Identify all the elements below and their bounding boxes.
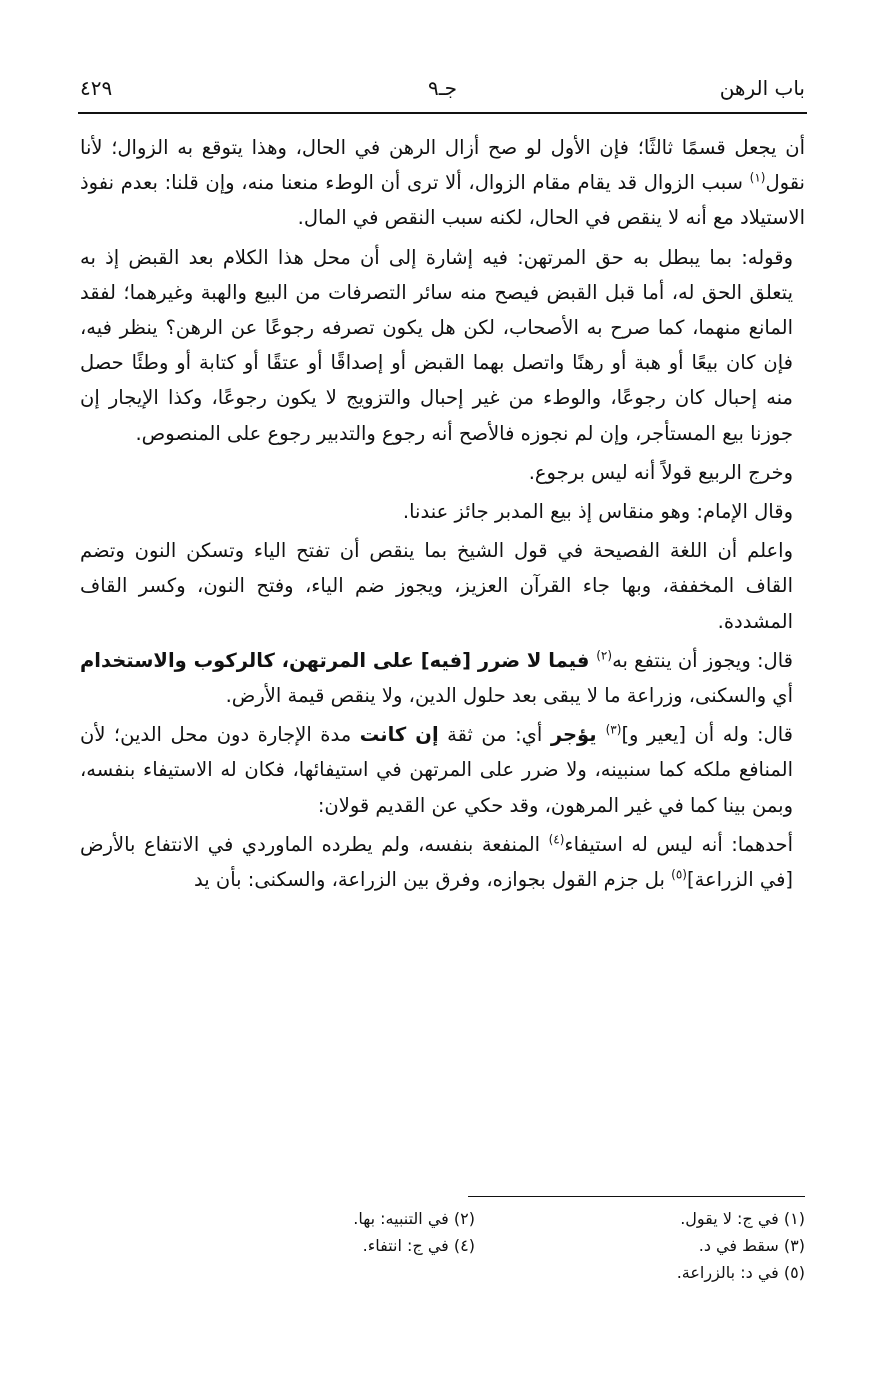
paragraph-8 (80, 827, 805, 897)
footnote-row (80, 1205, 805, 1232)
footnote-2 (353, 1205, 475, 1232)
text-span: أحدهما: أنه ليس له استيفاء (564, 832, 794, 856)
text-span: المنفعة بنفسه، ولم يطرده الماوردي في الانتفاع بالأرض [في الزراعة] (80, 832, 793, 892)
footnote-text: في ج: انتفاء. (362, 1236, 449, 1255)
text-span: أي والسكنى، وزراعة ما لا يبقى بعد حلول الدين، ولا ينقص قيمة الأرض. (225, 684, 793, 708)
bold-text: إن كانت (359, 723, 439, 747)
main-text (80, 130, 805, 901)
footnote-row (80, 1232, 805, 1259)
text-span: أي: من ثقة (438, 723, 551, 747)
footnotes (80, 1205, 805, 1286)
chapter-title: باب الرهن (719, 76, 805, 100)
footnote-1 (680, 1205, 805, 1232)
footnote-number: (٥) (783, 1263, 805, 1282)
footnote-4 (363, 1232, 475, 1259)
paragraph-5: واعلم أن اللغة الفصيحة في قول الشيخ بما ينقص أن تفتح الياء وتسكن النون وتضم القاف المخففة، وبها جاء القرآن العزيز، ويجوز ضم الياء، وفتح النون، وكسر القاف المشددة. (80, 539, 793, 633)
footnote-number: (٢) (453, 1209, 475, 1228)
volume-label: جـ٩ (428, 76, 457, 100)
text-span: بل جزم القول بجوازه، وفرق بين الزراعة، والسكنى: بأن يد (194, 868, 672, 892)
paragraph-6 (80, 643, 805, 713)
footnote-5 (677, 1259, 805, 1286)
text-span: سبب الزوال قد يقام مقام الزوال، ألا ترى أن الوطء منعنا منه، وإن قلنا: بعدم نفوذ الاستيلاد مع أنه لا ينقص في الحال، لكنه سبب النقص في المال. (80, 171, 805, 230)
text-span: أن يجعل قسمًا ثالثًا؛ فإن الأول لو صح أزال الرهن في الحال، وهذا يتوقع به الزوال؛ لأنا نقول (80, 136, 805, 195)
footnote-text: في د: بالزراعة. (676, 1263, 779, 1282)
footnote-divider (468, 1196, 805, 1197)
paragraph-2: وقوله: بما يبطل به حق المرتهن: فيه إشارة إلى أن محل هذا الكلام بعد القبض إذ به يتعلق الحق له، أما قبل القبض فيصح منه سائر التصرفات من البيع والهبة وغيرهما؛ لفقد المانع منهما، كما صرح به الأصحاب، لكن هل يكون تصرفه رجوعًا عن الرهن؟ ينظر فيه، فإن كان بيعًا أو هبة أو رهنًا واتصل بهما القبض أو إصداقًا أو عتقًا أو كتابة أو وطئًا حصل منه إحبال كان رجوعًا، والوطء من غير إحبال والتزويج لا يكون رجوعًا، وكذا الإيجار إن جوزنا بيع المستأجر، وإن لم نجوزه فالأصح أنه رجوع والتدبير رجوع على المنصوص. (80, 245, 793, 445)
footnote-number: (٣) (783, 1236, 805, 1255)
bold-text: فيما لا ضرر [فيه] على المرتهن، كالركوب والاستخدام (80, 648, 597, 672)
paragraph-1 (80, 130, 805, 236)
paragraph-7 (80, 717, 805, 823)
footnote-text: في التنبيه: بها. (353, 1209, 449, 1228)
footnote-ref-2[interactable]: (٢) (596, 648, 613, 663)
footnote-text: سقط في د. (698, 1236, 779, 1255)
paragraph-3: وخرج الربيع قولاً أنه ليس برجوع. (528, 460, 793, 484)
footnote-text: في ج: لا يقول. (680, 1209, 779, 1228)
page-number: ٤٢٩ (80, 76, 113, 100)
text-span: مدة الإجارة دون محل الدين؛ لأن المنافع ملكه كما سنبينه، ولا ضرر على المرتهن في استيفائها، فكان له الاستيفاء بنفسه، وبمن بينا كما في غير المرهون، وقد حكي عن القديم قولان: (80, 723, 793, 817)
header-divider (78, 112, 807, 114)
running-header (80, 72, 805, 104)
footnote-ref-4[interactable]: (٤) (548, 832, 565, 847)
footnote-ref-1[interactable]: (١) (749, 170, 766, 185)
footnote-ref-5[interactable]: (٥) (671, 867, 687, 882)
footnote-number: (٤) (453, 1236, 475, 1255)
text-span: قال: وله أن [يعير و] (621, 723, 793, 747)
footnote-number: (١) (783, 1209, 805, 1228)
footnote-row (80, 1259, 805, 1286)
footnote-3 (699, 1232, 805, 1259)
bold-text: يؤجر (550, 723, 606, 747)
footnote-ref-3[interactable]: (٣) (605, 722, 622, 737)
text-span: قال: ويجوز أن ينتفع به (612, 648, 793, 672)
paragraph-4: وقال الإمام: وهو منقاس إذ بيع المدبر جائز عندنا. (402, 500, 793, 524)
